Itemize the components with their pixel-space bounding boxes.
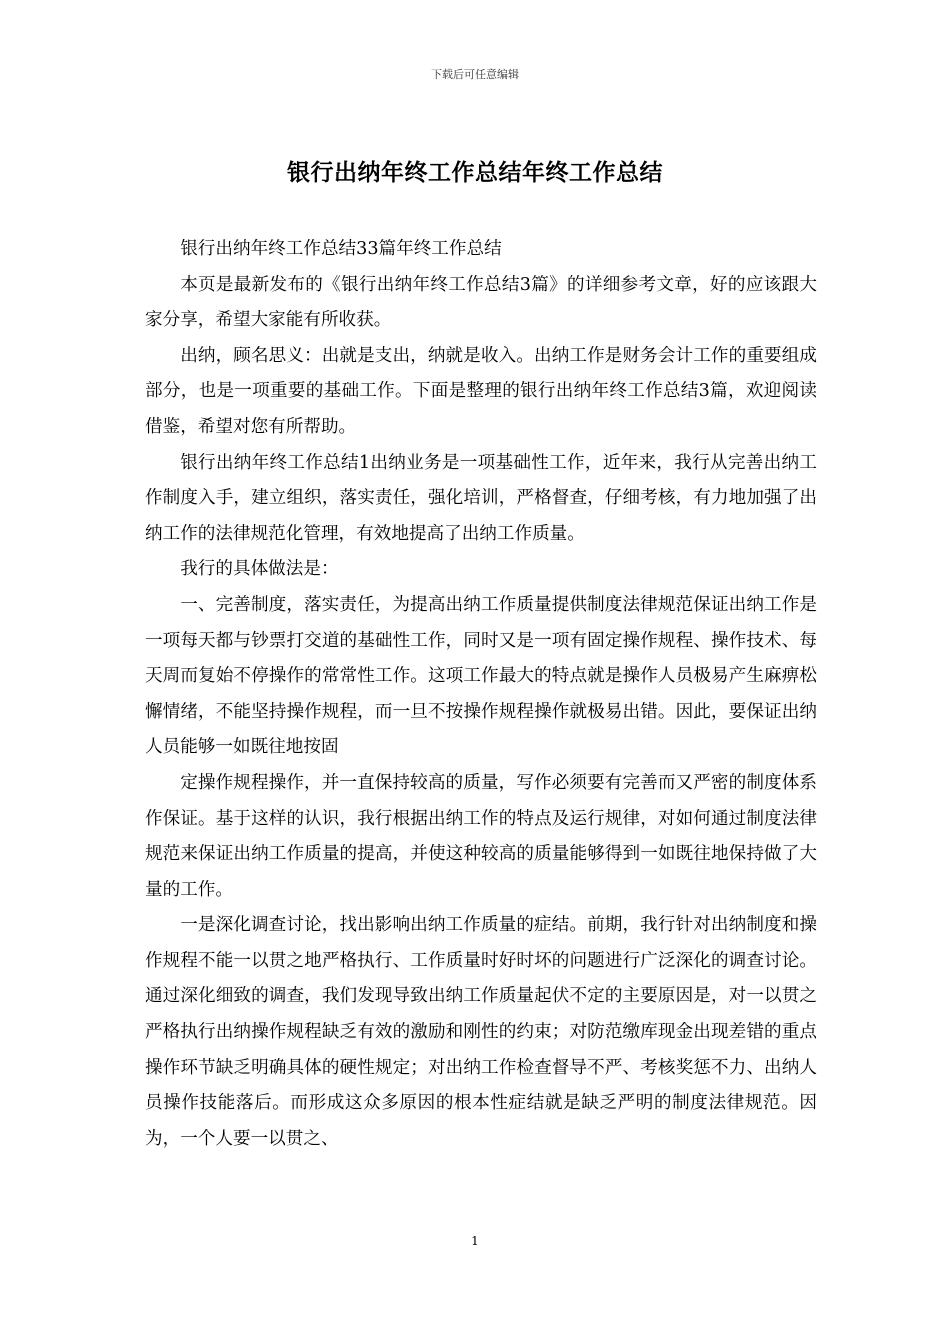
- paragraph: 银行出纳年终工作总结33篇年终工作总结: [180, 239, 502, 259]
- paragraph: 银行出纳年终工作总结1出纳业务是一项基础性工作，近年来，我行从完善出纳工作制度入手，建立组织，落实责任，强化培训，严格督查，仔细考核，有力地加强了出纳工作的法律规范化管理，有效地提高了出纳工作质量。: [145, 452, 817, 544]
- paragraph: 本页是最新发布的《银行出纳年终工作总结3篇》的详细参考文章，好的应该跟大家分享，希望大家能有所收获。: [145, 274, 817, 331]
- document-body: [145, 232, 817, 1157]
- paragraph: 我行的具体做法是：: [180, 559, 339, 580]
- paragraph: 定操作规程操作，并一直保持较高的质量，写作必须要有完善而又严密的制度体系作保证。基于这样的认识，我行根据出纳工作的特点及运行规律，对如何通过制度法律规范来保证出纳工作质量的提高，并使这种较高的质量能够得到一如既往地保持做了大量的工作。: [145, 772, 817, 900]
- page-number: 1: [471, 1234, 479, 1248]
- paragraph: 一、完善制度，落实责任，为提高出纳工作质量提供制度法律规范保证出纳工作是一项每天都与钞票打交道的基础性工作，同时又是一项有固定操作规程、操作技术、每天周而复始不停操作的常常性工作。这项工作最大的特点就是操作人员极易产生麻痹松懈情绪，不能坚持操作规程，而一旦不按操作规程操作就极易出错。因此，要保证出纳人员能够一如既往地按固: [145, 594, 817, 758]
- paragraph: 出纳，顾名思义：出就是支出，纳就是收入。出纳工作是财务会计工作的重要组成部分，也是一项重要的基础工作。下面是整理的银行出纳年终工作总结3篇，欢迎阅读借鉴，希望对您有所帮助。: [145, 345, 817, 437]
- page-header-note: 下载后可任意编辑: [431, 68, 519, 81]
- document-title: 银行出纳年终工作总结年终工作总结: [287, 160, 663, 186]
- paragraph: 一是深化调查讨论，找出影响出纳工作质量的症结。前期，我行针对出纳制度和操作规程不能一以贯之地严格执行、工作质量时好时坏的问题进行广泛深化的调查讨论。通过深化细致的调查，我们发现导致出纳工作质量起伏不定的主要原因是，对一以贯之严格执行出纳操作规程缺乏有效的激励和刚性的约束；对防范缴库现金出现差错的重点操作环节缺乏明确具体的硬性规定；对出纳工作检查督导不严、考核奖惩不力、出纳人员操作技能落后。而形成这众多原因的根本性症结就是缺乏严明的制度法律规范。因为，一个人要一以贯之、: [145, 915, 817, 1149]
